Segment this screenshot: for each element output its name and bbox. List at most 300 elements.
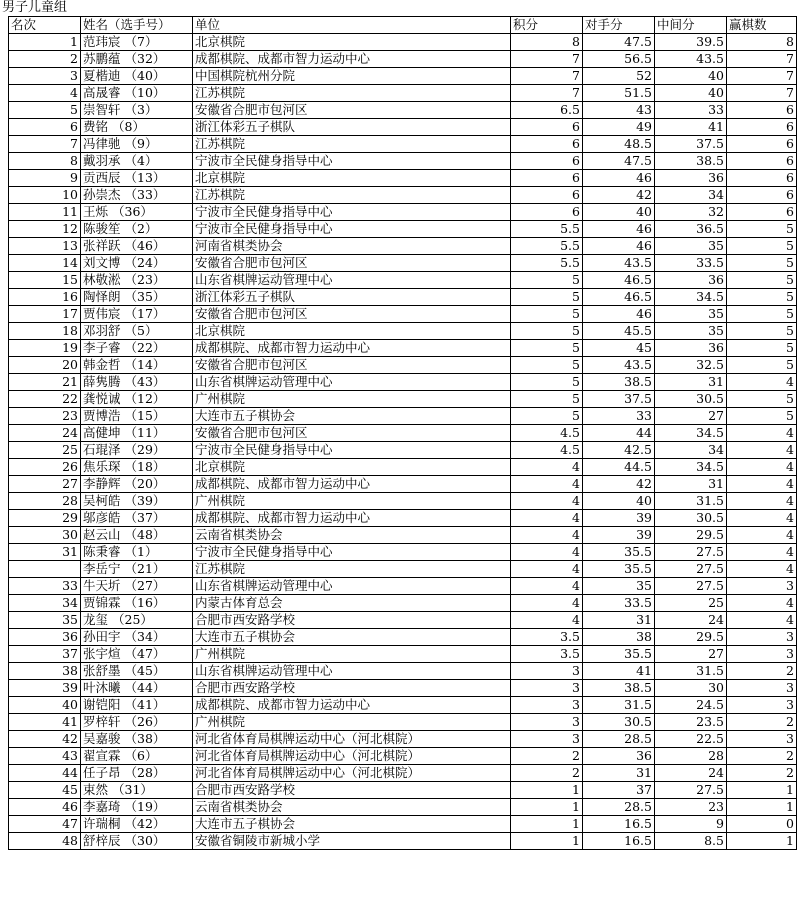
- points-cell: 4: [511, 595, 583, 612]
- org-cell: 宁波市全民健身指导中心: [193, 221, 511, 238]
- player-number: （30）: [124, 833, 166, 848]
- name-cell: [81, 85, 193, 102]
- opp-cell: 47.5: [583, 153, 655, 170]
- table-row: [9, 323, 797, 340]
- name-cell: [81, 425, 193, 442]
- opp-cell: 46: [583, 221, 655, 238]
- name-cell: [81, 561, 193, 578]
- player-name: 崇智轩: [83, 102, 121, 117]
- rank-cell: 23: [9, 408, 81, 425]
- mid-cell: 25: [655, 595, 727, 612]
- mid-cell: 24.5: [655, 697, 727, 714]
- points-cell: 4: [511, 527, 583, 544]
- header-rank: 名次: [9, 17, 81, 34]
- player-number: （10）: [124, 85, 166, 100]
- table-row: [9, 493, 797, 510]
- wins-cell: 5: [727, 221, 797, 238]
- opp-cell: 28.5: [583, 731, 655, 748]
- rank-cell: 19: [9, 340, 81, 357]
- mid-cell: 27.5: [655, 544, 727, 561]
- table-row: [9, 289, 797, 306]
- player-name: 束然: [83, 782, 109, 797]
- name-cell: [81, 476, 193, 493]
- points-cell: 5: [511, 357, 583, 374]
- mid-cell: 37.5: [655, 136, 727, 153]
- rank-cell: 6: [9, 119, 81, 136]
- org-cell: 合肥市西安路学校: [193, 612, 511, 629]
- mid-cell: 29.5: [655, 629, 727, 646]
- mid-cell: 35: [655, 238, 727, 255]
- name-cell: [81, 442, 193, 459]
- org-cell: 安徽省合肥市包河区: [193, 306, 511, 323]
- player-number: （8）: [112, 119, 145, 134]
- table-row: [9, 680, 797, 697]
- mid-cell: 30: [655, 680, 727, 697]
- points-cell: 7: [511, 85, 583, 102]
- points-cell: 5: [511, 323, 583, 340]
- wins-cell: 4: [727, 544, 797, 561]
- points-cell: 4: [511, 459, 583, 476]
- player-number: （9）: [124, 136, 158, 151]
- opp-cell: 39: [583, 510, 655, 527]
- wins-cell: 3: [727, 646, 797, 663]
- opp-cell: 39: [583, 527, 655, 544]
- name-cell: [81, 119, 193, 136]
- player-number: （19）: [124, 799, 166, 814]
- player-name: 林敬淞: [83, 272, 121, 287]
- wins-cell: 6: [727, 119, 797, 136]
- table-row: [9, 170, 797, 187]
- wins-cell: 5: [727, 306, 797, 323]
- player-number: （17）: [124, 306, 166, 321]
- name-cell: [81, 714, 193, 731]
- opp-cell: 43: [583, 102, 655, 119]
- wins-cell: 6: [727, 170, 797, 187]
- org-cell: 宁波市全民健身指导中心: [193, 442, 511, 459]
- opp-cell: 48.5: [583, 136, 655, 153]
- player-name: 孙田宇: [83, 629, 121, 644]
- mid-cell: 36: [655, 340, 727, 357]
- org-cell: 山东省棋牌运动管理中心: [193, 374, 511, 391]
- mid-cell: 34.5: [655, 459, 727, 476]
- points-cell: 4: [511, 561, 583, 578]
- org-cell: 河北省体育局棋牌运动中心（河北棋院）: [193, 748, 511, 765]
- wins-cell: 5: [727, 408, 797, 425]
- points-cell: 6: [511, 170, 583, 187]
- table-row: [9, 544, 797, 561]
- org-cell: 内蒙古体育总会: [193, 595, 511, 612]
- player-number: （15）: [124, 408, 166, 423]
- player-name: 石琨泽: [83, 442, 121, 457]
- results-table: [8, 16, 797, 850]
- table-row: [9, 255, 797, 272]
- points-cell: 5.5: [511, 221, 583, 238]
- rank-cell: 45: [9, 782, 81, 799]
- table-row: [9, 799, 797, 816]
- player-name: 贾伟宸: [83, 306, 121, 321]
- player-name: 李静辉: [83, 476, 121, 491]
- points-cell: 6: [511, 187, 583, 204]
- org-cell: 合肥市西安路学校: [193, 782, 511, 799]
- player-number: （44）: [124, 680, 166, 695]
- mid-cell: 31: [655, 476, 727, 493]
- table-row: [9, 714, 797, 731]
- name-cell: [81, 289, 193, 306]
- player-name: 贾博浩: [83, 408, 121, 423]
- org-cell: 云南省棋类协会: [193, 527, 511, 544]
- header-opp: 对手分: [583, 17, 655, 34]
- opp-cell: 35.5: [583, 646, 655, 663]
- rank-cell: 10: [9, 187, 81, 204]
- org-cell: 大连市五子棋协会: [193, 629, 511, 646]
- name-cell: [81, 255, 193, 272]
- rank-cell: 18: [9, 323, 81, 340]
- wins-cell: 2: [727, 748, 797, 765]
- table-row: [9, 357, 797, 374]
- rank-cell: 30: [9, 527, 81, 544]
- points-cell: 6.5: [511, 102, 583, 119]
- table-row: [9, 204, 797, 221]
- player-number: （22）: [124, 340, 166, 355]
- org-cell: 河北省体育局棋牌运动中心（河北棋院）: [193, 731, 511, 748]
- opp-cell: 38.5: [583, 374, 655, 391]
- wins-cell: 4: [727, 425, 797, 442]
- name-cell: [81, 493, 193, 510]
- name-cell: [81, 391, 193, 408]
- player-name: 王烁: [83, 204, 109, 219]
- org-cell: 江苏棋院: [193, 136, 511, 153]
- mid-cell: 35: [655, 306, 727, 323]
- rank-cell: [9, 561, 81, 578]
- player-name: 范玮宸: [83, 34, 121, 49]
- table-row: [9, 153, 797, 170]
- table-row: [9, 374, 797, 391]
- points-cell: 4: [511, 612, 583, 629]
- opp-cell: 31: [583, 612, 655, 629]
- rank-cell: 17: [9, 306, 81, 323]
- wins-cell: 5: [727, 391, 797, 408]
- mid-cell: 23: [655, 799, 727, 816]
- table-row: [9, 578, 797, 595]
- opp-cell: 43.5: [583, 357, 655, 374]
- points-cell: 6: [511, 153, 583, 170]
- table-row: [9, 459, 797, 476]
- wins-cell: 5: [727, 238, 797, 255]
- mid-cell: 31: [655, 374, 727, 391]
- wins-cell: 8: [727, 34, 797, 51]
- opp-cell: 31: [583, 765, 655, 782]
- wins-cell: 4: [727, 527, 797, 544]
- table-row: [9, 102, 797, 119]
- mid-cell: 40: [655, 68, 727, 85]
- rank-cell: 2: [9, 51, 81, 68]
- org-cell: 安徽省合肥市包河区: [193, 357, 511, 374]
- rank-cell: 44: [9, 765, 81, 782]
- mid-cell: 22.5: [655, 731, 727, 748]
- mid-cell: 8.5: [655, 833, 727, 850]
- player-number: （12）: [124, 391, 166, 406]
- player-number: （2）: [124, 221, 158, 236]
- player-number: （45）: [124, 663, 166, 678]
- player-number: （48）: [124, 527, 166, 542]
- player-number: （5）: [124, 323, 158, 338]
- rank-cell: 7: [9, 136, 81, 153]
- player-number: （43）: [124, 374, 166, 389]
- wins-cell: 6: [727, 187, 797, 204]
- mid-cell: 34: [655, 442, 727, 459]
- header-name: 姓名（选手号）: [81, 17, 193, 34]
- table-row: [9, 782, 797, 799]
- rank-cell: 34: [9, 595, 81, 612]
- rank-cell: 25: [9, 442, 81, 459]
- player-number: （7）: [124, 34, 158, 49]
- table-row: [9, 187, 797, 204]
- rank-cell: 1: [9, 34, 81, 51]
- player-number: （13）: [124, 170, 166, 185]
- player-name: 焦乐琛: [83, 459, 121, 474]
- wins-cell: 1: [727, 799, 797, 816]
- opp-cell: 40: [583, 493, 655, 510]
- opp-cell: 44.5: [583, 459, 655, 476]
- opp-cell: 43.5: [583, 255, 655, 272]
- name-cell: [81, 408, 193, 425]
- mid-cell: 34: [655, 187, 727, 204]
- mid-cell: 39.5: [655, 34, 727, 51]
- table-row: [9, 425, 797, 442]
- mid-cell: 34.5: [655, 425, 727, 442]
- rank-cell: 46: [9, 799, 81, 816]
- name-cell: [81, 612, 193, 629]
- player-number: （18）: [124, 459, 166, 474]
- rank-cell: 5: [9, 102, 81, 119]
- points-cell: 5: [511, 272, 583, 289]
- points-cell: 3: [511, 697, 583, 714]
- rank-cell: 29: [9, 510, 81, 527]
- player-number: （23）: [124, 272, 166, 287]
- wins-cell: 0: [727, 816, 797, 833]
- player-number: （11）: [124, 425, 166, 440]
- player-name: 陶怿朗: [83, 289, 121, 304]
- player-name: 高晟睿: [83, 85, 121, 100]
- rank-cell: 13: [9, 238, 81, 255]
- points-cell: 4: [511, 476, 583, 493]
- name-cell: [81, 544, 193, 561]
- player-name: 高健坤: [83, 425, 121, 440]
- rank-cell: 37: [9, 646, 81, 663]
- table-row: [9, 221, 797, 238]
- table-row: [9, 595, 797, 612]
- player-number: （28）: [124, 765, 166, 780]
- opp-cell: 37.5: [583, 391, 655, 408]
- org-cell: 山东省棋牌运动管理中心: [193, 272, 511, 289]
- name-cell: [81, 629, 193, 646]
- points-cell: 5: [511, 289, 583, 306]
- player-number: （6）: [124, 748, 158, 763]
- player-number: （24）: [124, 255, 166, 270]
- header-row: [9, 17, 797, 34]
- wins-cell: 3: [727, 578, 797, 595]
- mid-cell: 27: [655, 408, 727, 425]
- wins-cell: 3: [727, 731, 797, 748]
- opp-cell: 46.5: [583, 272, 655, 289]
- org-cell: 广州棋院: [193, 493, 511, 510]
- rank-cell: 14: [9, 255, 81, 272]
- player-number: （35）: [124, 289, 166, 304]
- opp-cell: 47.5: [583, 34, 655, 51]
- wins-cell: 6: [727, 153, 797, 170]
- opp-cell: 36: [583, 748, 655, 765]
- org-cell: 山东省棋牌运动管理中心: [193, 578, 511, 595]
- table-row: [9, 833, 797, 850]
- points-cell: 1: [511, 799, 583, 816]
- points-cell: 1: [511, 816, 583, 833]
- player-number: （16）: [124, 595, 166, 610]
- name-cell: [81, 680, 193, 697]
- table-row: [9, 442, 797, 459]
- mid-cell: 32.5: [655, 357, 727, 374]
- mid-cell: 33.5: [655, 255, 727, 272]
- wins-cell: 6: [727, 204, 797, 221]
- wins-cell: 7: [727, 51, 797, 68]
- points-cell: 5: [511, 391, 583, 408]
- points-cell: 4: [511, 493, 583, 510]
- table-row: [9, 391, 797, 408]
- rank-cell: 27: [9, 476, 81, 493]
- rank-cell: 35: [9, 612, 81, 629]
- table-row: [9, 85, 797, 102]
- mid-cell: 34.5: [655, 289, 727, 306]
- name-cell: [81, 459, 193, 476]
- wins-cell: 4: [727, 476, 797, 493]
- name-cell: [81, 153, 193, 170]
- org-cell: 成都棋院、成都市智力运动中心: [193, 340, 511, 357]
- rank-cell: 28: [9, 493, 81, 510]
- table-row: [9, 646, 797, 663]
- rank-cell: 43: [9, 748, 81, 765]
- mid-cell: 27.5: [655, 578, 727, 595]
- results-body: [9, 34, 797, 850]
- header-wins: 赢棋数: [727, 17, 797, 34]
- table-row: [9, 816, 797, 833]
- table-row: [9, 68, 797, 85]
- name-cell: [81, 782, 193, 799]
- rank-cell: 22: [9, 391, 81, 408]
- rank-cell: 39: [9, 680, 81, 697]
- player-number: （14）: [124, 357, 166, 372]
- name-cell: [81, 340, 193, 357]
- rank-cell: 33: [9, 578, 81, 595]
- player-number: （33）: [124, 187, 166, 202]
- wins-cell: 2: [727, 765, 797, 782]
- table-row: [9, 476, 797, 493]
- org-cell: 成都棋院、成都市智力运动中心: [193, 476, 511, 493]
- rank-cell: 38: [9, 663, 81, 680]
- points-cell: 5: [511, 374, 583, 391]
- mid-cell: 9: [655, 816, 727, 833]
- org-cell: 宁波市全民健身指导中心: [193, 153, 511, 170]
- org-cell: 云南省棋类协会: [193, 799, 511, 816]
- wins-cell: 5: [727, 357, 797, 374]
- mid-cell: 31.5: [655, 493, 727, 510]
- wins-cell: 4: [727, 493, 797, 510]
- rank-cell: 31: [9, 544, 81, 561]
- mid-cell: 27.5: [655, 782, 727, 799]
- player-name: 贾锦霖: [83, 595, 121, 610]
- org-cell: 宁波市全民健身指导中心: [193, 544, 511, 561]
- name-cell: [81, 323, 193, 340]
- header-org: 单位: [193, 17, 511, 34]
- org-cell: 浙江体彩五子棋队: [193, 119, 511, 136]
- table-row: [9, 119, 797, 136]
- opp-cell: 38.5: [583, 680, 655, 697]
- name-cell: [81, 816, 193, 833]
- wins-cell: 4: [727, 595, 797, 612]
- name-cell: [81, 697, 193, 714]
- player-name: 孙崇杰: [83, 187, 121, 202]
- name-cell: [81, 306, 193, 323]
- opp-cell: 37: [583, 782, 655, 799]
- mid-cell: 23.5: [655, 714, 727, 731]
- org-cell: 江苏棋院: [193, 561, 511, 578]
- mid-cell: 24: [655, 612, 727, 629]
- table-row: [9, 765, 797, 782]
- table-row: [9, 272, 797, 289]
- table-row: [9, 731, 797, 748]
- mid-cell: 38.5: [655, 153, 727, 170]
- opp-cell: 42: [583, 187, 655, 204]
- player-number: （20）: [124, 476, 166, 491]
- points-cell: 4.5: [511, 442, 583, 459]
- mid-cell: 41: [655, 119, 727, 136]
- name-cell: [81, 68, 193, 85]
- player-name: 刘文博: [83, 255, 121, 270]
- mid-cell: 30.5: [655, 391, 727, 408]
- player-name: 苏鹏蕴: [83, 51, 121, 66]
- name-cell: [81, 102, 193, 119]
- player-number: （36）: [112, 204, 153, 219]
- opp-cell: 42.5: [583, 442, 655, 459]
- table-row: [9, 136, 797, 153]
- opp-cell: 16.5: [583, 833, 655, 850]
- table-row: [9, 612, 797, 629]
- mid-cell: 27.5: [655, 561, 727, 578]
- points-cell: 5.5: [511, 255, 583, 272]
- mid-cell: 36.5: [655, 221, 727, 238]
- player-name: 夏楷迪: [83, 68, 121, 83]
- org-cell: 河北省体育局棋牌运动中心（河北棋院）: [193, 765, 511, 782]
- player-name: 薛隽腾: [83, 374, 121, 389]
- org-cell: 广州棋院: [193, 646, 511, 663]
- opp-cell: 38: [583, 629, 655, 646]
- org-cell: 成都棋院、成都市智力运动中心: [193, 697, 511, 714]
- player-number: （25）: [112, 612, 153, 627]
- player-name: 李岳宁: [83, 561, 121, 576]
- player-name: 吴柯皓: [83, 493, 121, 508]
- wins-cell: 5: [727, 289, 797, 306]
- opp-cell: 46.5: [583, 289, 655, 306]
- opp-cell: 35.5: [583, 561, 655, 578]
- mid-cell: 27: [655, 646, 727, 663]
- points-cell: 3.5: [511, 646, 583, 663]
- name-cell: [81, 272, 193, 289]
- player-name: 费铭: [83, 119, 109, 134]
- wins-cell: 3: [727, 697, 797, 714]
- rank-cell: 15: [9, 272, 81, 289]
- player-number: （26）: [124, 714, 166, 729]
- points-cell: 4: [511, 510, 583, 527]
- player-number: （38）: [124, 731, 166, 746]
- player-number: （4）: [124, 153, 158, 168]
